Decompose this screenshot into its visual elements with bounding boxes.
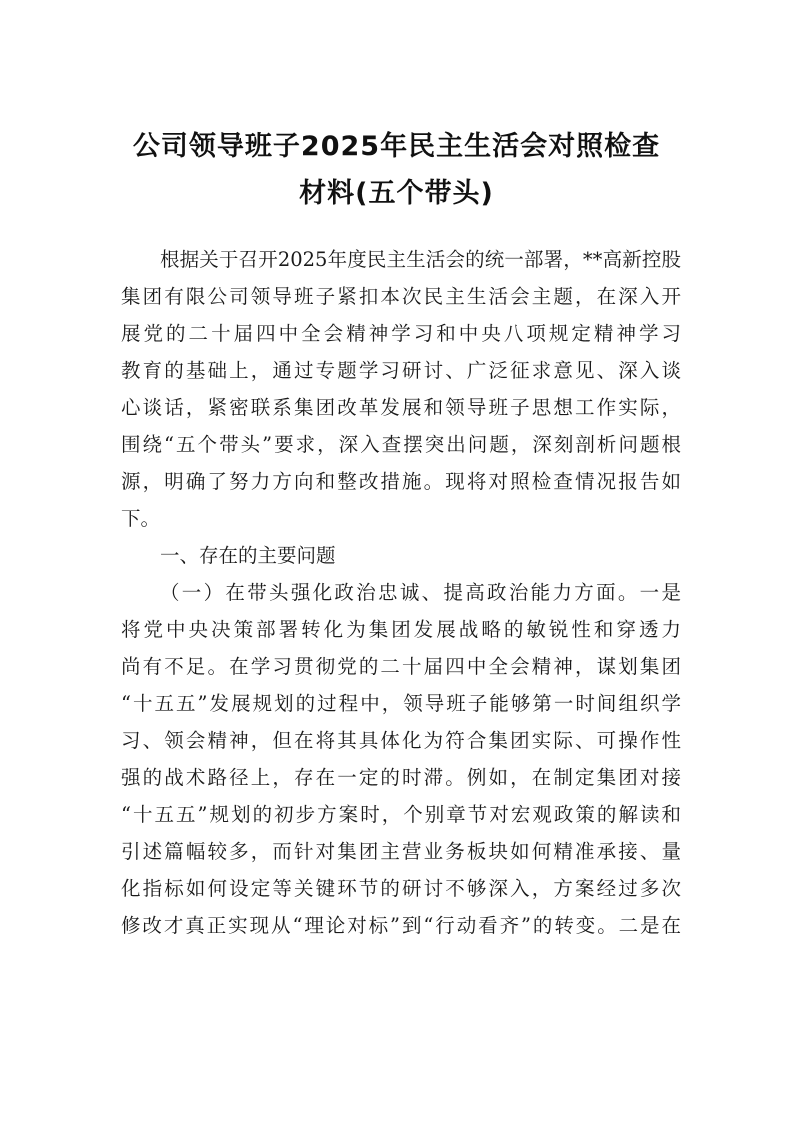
- intro-paragraph-line: 源，明确了努力方向和整改措施。现将对照检查情况报告如: [121, 470, 681, 493]
- intro-paragraph-line: 集团有限公司领导班子紧扣本次民主生活会主题，在深入开: [121, 285, 681, 308]
- section-paragraph-line: 修改才真正实现从“理论对标”到“行动看齐”的转变。二是在: [121, 914, 681, 937]
- intro-paragraph-line: 教育的基础上，通过专题学习研讨、广泛征求意见、深入谈: [121, 359, 681, 382]
- document-title-line-2: 材料(五个带头): [299, 178, 494, 209]
- section-paragraph-line: 习、领会精神，但在将其具体化为符合集团实际、可操作性: [121, 729, 681, 752]
- intro-paragraph-line: 下。: [121, 507, 161, 530]
- section-paragraph-line: 强的战术路径上，存在一定的时滞。例如，在制定集团对接: [121, 766, 681, 789]
- intro-paragraph-line: 围绕“五个带头”要求，深入查摆突出问题，深刻剖析问题根: [121, 433, 681, 456]
- section-paragraph-line: 化指标如何设定等关键环节的研讨不够深入，方案经过多次: [121, 877, 681, 900]
- section-paragraph-line: （一）在带头强化政治忠诚、提高政治能力方面。一是: [160, 581, 681, 604]
- section-heading: 一、存在的主要问题: [160, 544, 336, 567]
- section-paragraph-line: 尚有不足。在学习贯彻党的二十届四中全会精神，谋划集团: [121, 655, 681, 678]
- intro-paragraph-line: 展党的二十届四中全会精神学习和中央八项规定精神学习: [121, 322, 681, 345]
- section-paragraph-line: 将党中央决策部署转化为集团发展战略的敏锐性和穿透力: [121, 618, 681, 641]
- intro-paragraph-line: 心谈话，紧密联系集团改革发展和领导班子思想工作实际，: [121, 396, 681, 419]
- intro-paragraph-line: 根据关于召开2025年度民主生活会的统一部署，**高新控股: [160, 248, 681, 271]
- section-paragraph-line: “十五五”发展规划的过程中，领导班子能够第一时间组织学: [121, 692, 681, 715]
- section-paragraph-line: 引述篇幅较多，而针对集团主营业务板块如何精准承接、量: [121, 840, 681, 863]
- section-paragraph-line: “十五五”规划的初步方案时，个别章节对宏观政策的解读和: [121, 803, 681, 826]
- document-title-line-1: 公司领导班子2025年民主生活会对照检查: [132, 131, 661, 162]
